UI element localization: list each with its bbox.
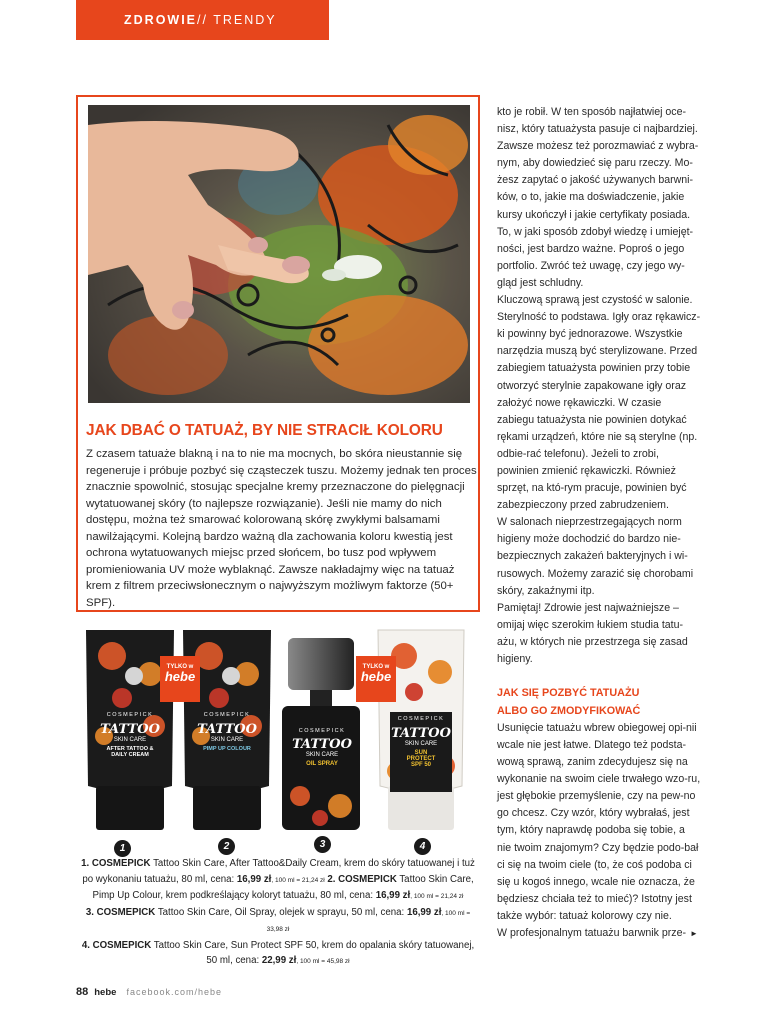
product-1-line2: SKIN CARE — [113, 737, 147, 743]
col2-paragraph-6 — [497, 925, 701, 942]
product-3-bottle — [280, 636, 364, 837]
product-3-number: 3 — [314, 836, 331, 853]
product-3-line2: SKIN CARE — [305, 752, 339, 758]
col2-paragraph-1: kto je robił. W ten sposób najłatwiej oce-nisz, który tatuażysta pasuje ci najbardziej. Zawsze możesz też porozmawiać z wybra-nym, aby dowiedzieć się paru rzeczy. Mo-żesz zapytać o jakość używanych barwni-ków, o to, jakie ma doświadczenie, jakie kursy ukończył i jakie certyfikaty posiada. To, w jaki sposób zdobył wiedzę i umiejęt-ności, jest bardzo ważne. Poproś o jego portfolio. Zwróć też uwagę, czy jego wy-gląd jest schludny. — [497, 106, 699, 289]
caption-4-brand: 4. COSMEPICK — [81, 939, 152, 951]
product-1-brand: COSMEPICK — [106, 712, 154, 718]
right-column — [497, 104, 701, 942]
section-name: ZDROWIE — [124, 13, 198, 27]
section-tag — [76, 0, 329, 40]
product-3-variant: OIL SPRAY — [306, 761, 338, 767]
caption-4-unit: , 100 ml = 45,98 zł — [296, 958, 350, 965]
caption-1-text: Tattoo Skin Care, After Tattoo&Daily Cream, krem do skóry tatuowanej i tuż po wykonaniu tatuażu, 80 ml, cena: — [82, 858, 475, 885]
caption-2-unit: , 100 ml = 21,24 zł — [410, 893, 464, 900]
product-2-variant: PIMP UP COLOUR — [203, 746, 251, 752]
footer-social: facebook.com/hebe — [126, 987, 222, 997]
col2-subheading-line-1: JAK SIĘ POZBYĆ TATUAŻU — [497, 687, 640, 700]
article-title: JAK DBAĆ O TATUAŻ, BY NIE STRACIŁ KOLORU — [86, 422, 443, 439]
caption-4-text: Tattoo Skin Care, Sun Protect SPF 50, krem do opalania skóry tatuowanej, 50 ml, cena: — [151, 939, 475, 966]
caption-1-unit: , 100 ml = 21,24 zł — [271, 876, 325, 884]
continue-arrow-icon: ► — [690, 929, 698, 939]
product-1-variant: AFTER TATTOO & DAILY CREAM — [106, 746, 154, 758]
product-2-line2: SKIN CARE — [210, 737, 244, 743]
product-2-line1: TATTOO — [197, 722, 257, 737]
caption-3-price: 16,99 zł — [406, 906, 442, 918]
page-number: 88 — [76, 986, 89, 998]
article-body: Z czasem tatuaże blakną i na to nie ma mocnych, bo skóra nieustannie się regeneruje i próbuje pozbyć się cząsteczek tuszu. Możemy jednak ten proces znacznie spowolnić, stosując specjalne kremy przeznaczone do pielęgnacji wytatuowanej skóry (to najlepsze rozwiązanie). Jeśli nie mamy do nich dostępu, można też smarować kolorowaną skórę zwykłymi balsamami nawilżającymi. Kolejną bardzo ważną dla zachowania koloru kwestią jest ochrona wytatuowanych miejsc przed słońcem, bo tusz pod wpływem promieniowania UV może wyblaknąć. Zawsze nakładajmy więc na tatuaż krem z filtrem przeciwsłonecznym o najwyższym możliwym faktorze (50+ SPF). — [86, 448, 477, 609]
product-4-line2: SKIN CARE — [404, 741, 438, 747]
product-captions — [78, 856, 478, 970]
product-2-number: 2 — [218, 838, 235, 855]
caption-3-text: Tattoo Skin Care, Oil Spray, olejek w sprayu, 50 ml, cena: — [155, 906, 407, 918]
col2-paragraph-2: Kluczową sprawą jest czystość w salonie. Sterylność to podstawa. Igły oraz rękawicz-ki powinny być jednorazowe. Wszystkie narzędzia muszą być sterylizowane. Przed zabiegiem tatuażysta powinien przy tobie otworzyć sterylnie zapakowane igły oraz założyć nowe rękawiczki. W czasie zabiegu tatuażysta nie powinien dotykać rękami urządzeń, które nie są sterylne (np. odbie-rać telefonu). Jeżeli to zrobi, powinien zmienić rękawiczki. Również sprzęt, na któ-rym pracuje, powinien być zabezpieczony przed zabrudzeniem. — [497, 294, 701, 512]
caption-2-brand: 2. COSMEPICK — [324, 873, 397, 885]
product-2-brand: COSMEPICK — [203, 712, 251, 718]
badge-2-brand: hebe — [360, 669, 392, 684]
product-1-line1: TATTOO — [100, 722, 160, 737]
products-group — [76, 618, 480, 855]
caption-2-text: Tattoo Skin Care, Pimp Up Colour, krem podkreślający koloryt tatuażu, 80 ml, cena: — [92, 873, 474, 901]
badge-2-top: TYLKO w — [362, 664, 390, 670]
caption-1-price: 16,99 zł — [236, 873, 272, 885]
product-4-number: 4 — [414, 838, 431, 855]
caption-2-price: 16,99 zł — [375, 890, 411, 901]
badge-1-brand: hebe — [164, 669, 196, 684]
col2-subheading-line-2: ALBO GO ZMODYFIKOWAĆ — [497, 704, 641, 717]
page-footer — [76, 986, 222, 998]
caption-4-price: 22,99 zł — [261, 955, 297, 966]
badge-1-top: TYLKO w — [166, 664, 194, 670]
product-4-brand: COSMEPICK — [397, 716, 445, 722]
col2-paragraph-5: Usunięcie tatuażu wbrew obiegowej opi-nii wcale nie jest łatwe. Dlatego też podsta-wową sprawą, zanim zdecydujesz się na wykonanie na swoim ciele trwałego wzo-ru, jest głębokie przemyślenie, czy na pew-no go chcesz. Czy wzór, który wybrałaś, jest tym, który naprawdę podoba się tobie, a nie twoim znajomym? Czy będzie podo-bał ci się na twoim ciele (to, że coś podoba ci się u kogoś innego, wcale nie oznacza, że będziesz chciała też to mieć)? Istotny jest także wybór: tatuaż kolorowy czy nie. — [497, 721, 701, 922]
product-4-line1: TATTOO — [391, 726, 451, 741]
product-3-brand: COSMEPICK — [298, 728, 346, 734]
caption-1-brand: 1. COSMEPICK — [81, 858, 151, 869]
product-3-line1: TATTOO — [292, 737, 352, 752]
col2-paragraph-6-text: W profesjonalnym tatuażu barwnik prze- — [497, 927, 687, 940]
product-1-number: 1 — [114, 840, 131, 857]
col2-paragraph-3: W salonach nieprzestrzegających norm higieny może dochodzić do bardzo nie-bezpiecznych zakażeń bakteryjnych i wi-rusowych. Możemy zarazić się chorobami skóry, zakaźnymi itp. — [497, 516, 694, 597]
caption-3-unit: , 100 ml = 33,98 zł — [266, 909, 471, 933]
col2-subheading — [497, 685, 701, 720]
caption-3-brand: 3. COSMEPICK — [85, 906, 156, 918]
hebe-exclusive-badge-2 — [356, 656, 396, 702]
hebe-exclusive-badge-1 — [160, 656, 200, 702]
section-subname: // TRENDY — [197, 13, 277, 27]
footer-brand: hebe — [94, 986, 117, 998]
product-4-variant: SUN PROTECT SPF 50 — [406, 750, 436, 768]
tattoo-photo — [88, 105, 470, 403]
col2-paragraph-4: Pamiętaj! Zdrowie jest najważniejsze – omijaj więc szerokim łukiem studia tatu-ażu, w których nie przestrzega się zasad higieny. — [497, 601, 688, 665]
